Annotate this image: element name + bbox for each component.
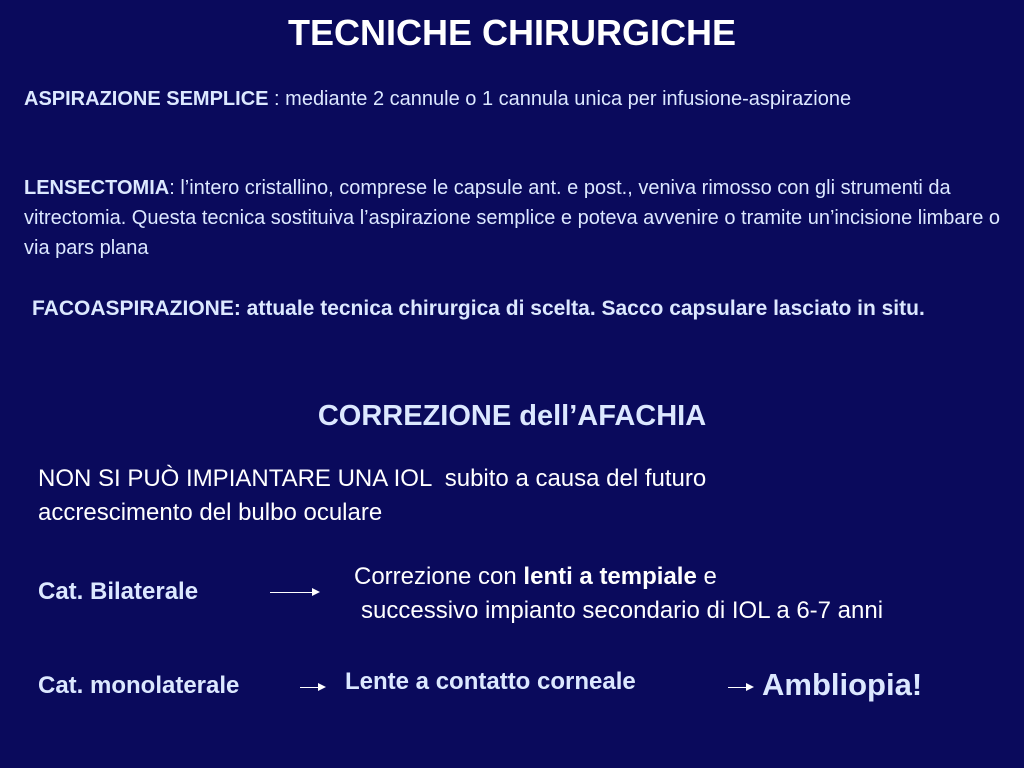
bilaterale-text: [354, 560, 1014, 628]
lens-contact-text: Lente a contatto corneale: [345, 668, 636, 695]
lensectomia-text: : l’intero cristallino, comprese le capsule ant. e post., veniva rimosso con gli strumenti da vitrectomia. Questa tecnica sostituiva l’aspirazione semplice e poteva avvenire o tramite un’incisione limbare o via pars plana: [24, 177, 1001, 259]
facoaspirazione-paragraph: FACOASPIRAZIONE: attuale tecnica chirurgica di scelta. Sacco capsulare lasciato in situ.: [32, 297, 925, 320]
monolaterale-arrow-icon: [300, 687, 324, 688]
bilaterale-bold: lenti a tempiale: [523, 563, 697, 590]
lensectomia-label: LENSECTOMIA: [24, 177, 170, 199]
lensectomia-paragraph: [24, 173, 1009, 263]
aspirazione-paragraph: [24, 84, 1004, 114]
monolaterale-label: Cat. monolaterale: [38, 672, 240, 699]
iol-note-line2: accrescimento del bulbo oculare: [38, 499, 383, 526]
ambliopia-arrow-icon: [728, 687, 752, 688]
bilaterale-line2: successivo impianto secondario di IOL a 6-7 anni: [361, 597, 884, 624]
bilaterale-label: Cat. Bilaterale: [38, 578, 199, 605]
ambliopia-text: Ambliopia!: [762, 667, 923, 702]
bilaterale-suffix: e: [696, 563, 717, 590]
iol-note-line1: NON SI PUÒ IMPIANTARE UNA IOL subito a causa del futuro: [38, 465, 707, 492]
aspirazione-label: ASPIRAZIONE SEMPLICE: [24, 88, 269, 110]
iol-note: [38, 462, 998, 530]
slide-title: TECNICHE CHIRURGICHE: [287, 12, 736, 53]
aspirazione-text: : mediante 2 cannule o 1 cannula unica per infusione-aspirazione: [268, 88, 852, 110]
correzione-title: CORREZIONE dell’AFACHIA: [317, 400, 707, 432]
bilaterale-line1: [354, 560, 1014, 594]
bilaterale-prefix: Correzione con: [354, 563, 524, 590]
bilaterale-arrow-icon: [270, 592, 318, 593]
